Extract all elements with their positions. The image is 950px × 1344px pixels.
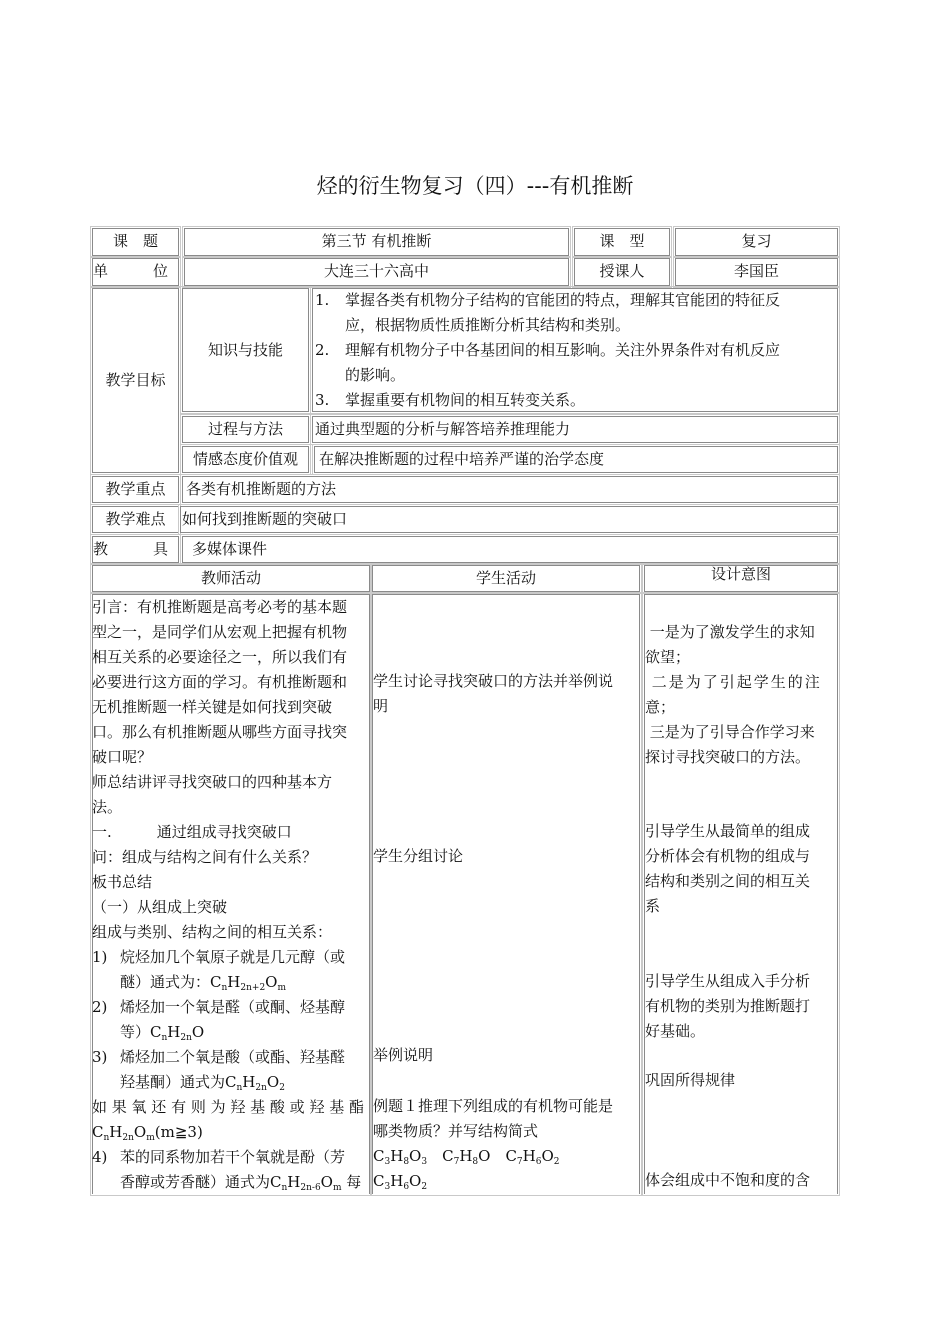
teacher-line: 相互关系的必要途径之一，所以我们有: [92, 648, 348, 666]
knowledge-item-1: 掌握各类有机物分子结构的官能团的特点，理解其官能团的特征反: [345, 291, 781, 309]
design-line-13: 好基础。: [645, 1022, 706, 1040]
page-title: 烃的衍生物复习（四）---有机推断: [316, 174, 634, 198]
teacher-line: 羟基酮）通式为$C_nH_{2n}O_2$: [120, 1073, 285, 1093]
attitude-value: 在解决推断题的过程中培养严谨的治学态度: [319, 450, 605, 468]
teacher-col-header: 教师活动: [200, 569, 261, 587]
topic-label: 课 题: [112, 232, 158, 250]
teacher-line: 香醇或芳香醚）通式为$C_nH_{2n-6}O_m$ 每: [120, 1173, 362, 1193]
difficulty-value: 如何找到推断题的突破口: [182, 510, 348, 528]
design-line-10: 系: [645, 897, 661, 915]
knowledge-item-3: 掌握重要有机物间的相互转变关系。: [345, 391, 586, 409]
teacher-line: 1) 烷烃加几个氧原子就是几元醇（或: [92, 948, 346, 966]
knowledge-num-3: 3.: [315, 391, 330, 409]
knowledge-label: 知识与技能: [207, 341, 283, 359]
design-col-header: 设计意图: [710, 565, 771, 583]
design-line-14: 巩固所得规律: [645, 1071, 736, 1089]
tools-value: 多媒体课件: [192, 540, 268, 558]
knowledge-num-1: 1.: [315, 291, 330, 309]
student-line-2: 明: [373, 697, 389, 715]
teacher-value: 李国臣: [733, 262, 779, 280]
tools-label: 教 具: [93, 540, 169, 558]
knowledge-list: [315, 288, 840, 413]
student-col-header: 学生活动: [475, 569, 536, 587]
teacher-line: 4) 苯的同系物加若干个氧就是酚（芳: [92, 1148, 346, 1166]
teacher-activity-text: [92, 595, 374, 1195]
key-point-value: 各类有机推断题的方法: [186, 480, 337, 498]
student-line-7: $C_3H_8O_3$ $C_7H_8O$ $C_7H_6O_2$: [373, 1147, 560, 1167]
teacher-line: 醚）通式为：$C_nH_{2n+2}O_m$: [120, 973, 287, 993]
teacher-line: 如 果 氧 还 有 则 为 羟 基 酸 或 羟 基 酯: [92, 1098, 364, 1116]
teacher-line: 板书总结: [92, 873, 153, 891]
teacher-line: 师总结讲评寻找突破口的四种基本方: [92, 773, 333, 791]
knowledge-num-2: 2.: [315, 341, 330, 359]
student-line-1: 学生讨论寻找突破口的方法并举例说: [373, 672, 614, 690]
attitude-label: 情感态度价值观: [192, 450, 298, 468]
unit-value: 大连三十六高中: [323, 262, 429, 280]
topic-value: 第三节 有机推断: [321, 232, 432, 250]
design-line-3: 二是为了引起学生的注: [645, 673, 822, 691]
difficulty-label: 教学难点: [105, 510, 166, 528]
process-label: 过程与方法: [207, 420, 283, 438]
process-value: 通过典型题的分析与解答培养推理能力: [315, 420, 571, 438]
student-line-6: 哪类物质？并写结构简式: [373, 1122, 539, 1140]
teacher-line: 破口呢？: [92, 748, 153, 766]
type-label: 课 型: [599, 232, 645, 250]
design-line-15: 体会组成中不饱和度的含: [645, 1171, 811, 1189]
goals-label: 教学目标: [105, 371, 166, 389]
teacher-line: 组成与类别、结构之间的相互关系：: [92, 923, 333, 941]
teacher-label: 授课人: [599, 262, 645, 280]
type-value: 复习: [741, 232, 772, 250]
design-line-2: 欲望；: [645, 648, 691, 666]
teacher-line: 无机推断题一样关键是如何找到突破: [92, 698, 333, 716]
key-point-label: 教学重点: [105, 480, 166, 498]
teacher-line: 型之一，是同学们从宏观上把握有机物: [92, 623, 348, 641]
teacher-line: 3) 烯烃加二个氧是酸（或酯、羟基醛: [92, 1048, 346, 1066]
design-line-9: 结构和类别之间的相互关: [645, 872, 811, 890]
teacher-line: 口。那么有机推断题从哪些方面寻找突: [92, 723, 348, 741]
teacher-line: 法。: [92, 798, 123, 816]
unit-label: 单 位: [93, 262, 169, 280]
student-line-5: 例题１推理下列组成的有机物可能是: [373, 1097, 614, 1115]
design-line-7: 引导学生从最简单的组成: [645, 822, 811, 840]
knowledge-item-1-cont: 应，根据物质性质推断分析其结构和类别。: [345, 316, 631, 334]
knowledge-item-2: 理解有机物分子中各基团间的相互影响。关注外界条件对有机反应: [345, 341, 781, 359]
teacher-line: 引言：有机推断题是高考必考的基本题: [92, 598, 348, 616]
design-line-4: 意；: [645, 698, 676, 716]
student-line-8: $C_3H_6O_2$: [373, 1172, 428, 1192]
teacher-line: 2) 烯烃加一个氧是醛（或酮、烃基醇: [92, 998, 346, 1016]
knowledge-item-2-cont: 的影响。: [345, 366, 406, 384]
design-line-11: 引导学生从组成入手分析: [645, 972, 811, 990]
teacher-line: 一. 通过组成寻找突破口: [92, 823, 292, 841]
design-line-12: 有机物的类别为推断题打: [645, 997, 811, 1015]
student-line-3: 学生分组讨论: [373, 847, 464, 865]
tools-value-cell: [182, 536, 838, 563]
teacher-line: 问：组成与结构之间有什么关系？: [92, 848, 318, 866]
design-line-1: 一是为了激发学生的求知: [645, 623, 815, 641]
design-line-8: 分析体会有机物的组成与: [645, 847, 811, 865]
teacher-line: 必要进行这方面的学习。有机推断题和: [92, 673, 348, 691]
design-line-6: 探讨寻找突破口的方法。: [645, 748, 811, 766]
teacher-line: $C_nH_{2n}O_m(m≧3)$: [92, 1123, 203, 1143]
teacher-line: 等）$C_nH_{2n}O$: [120, 1023, 205, 1043]
teacher-line: （一）从组成上突破: [92, 898, 228, 916]
student-line-4: 举例说明: [373, 1046, 434, 1064]
design-line-5: 三是为了引导合作学习来: [645, 723, 815, 741]
